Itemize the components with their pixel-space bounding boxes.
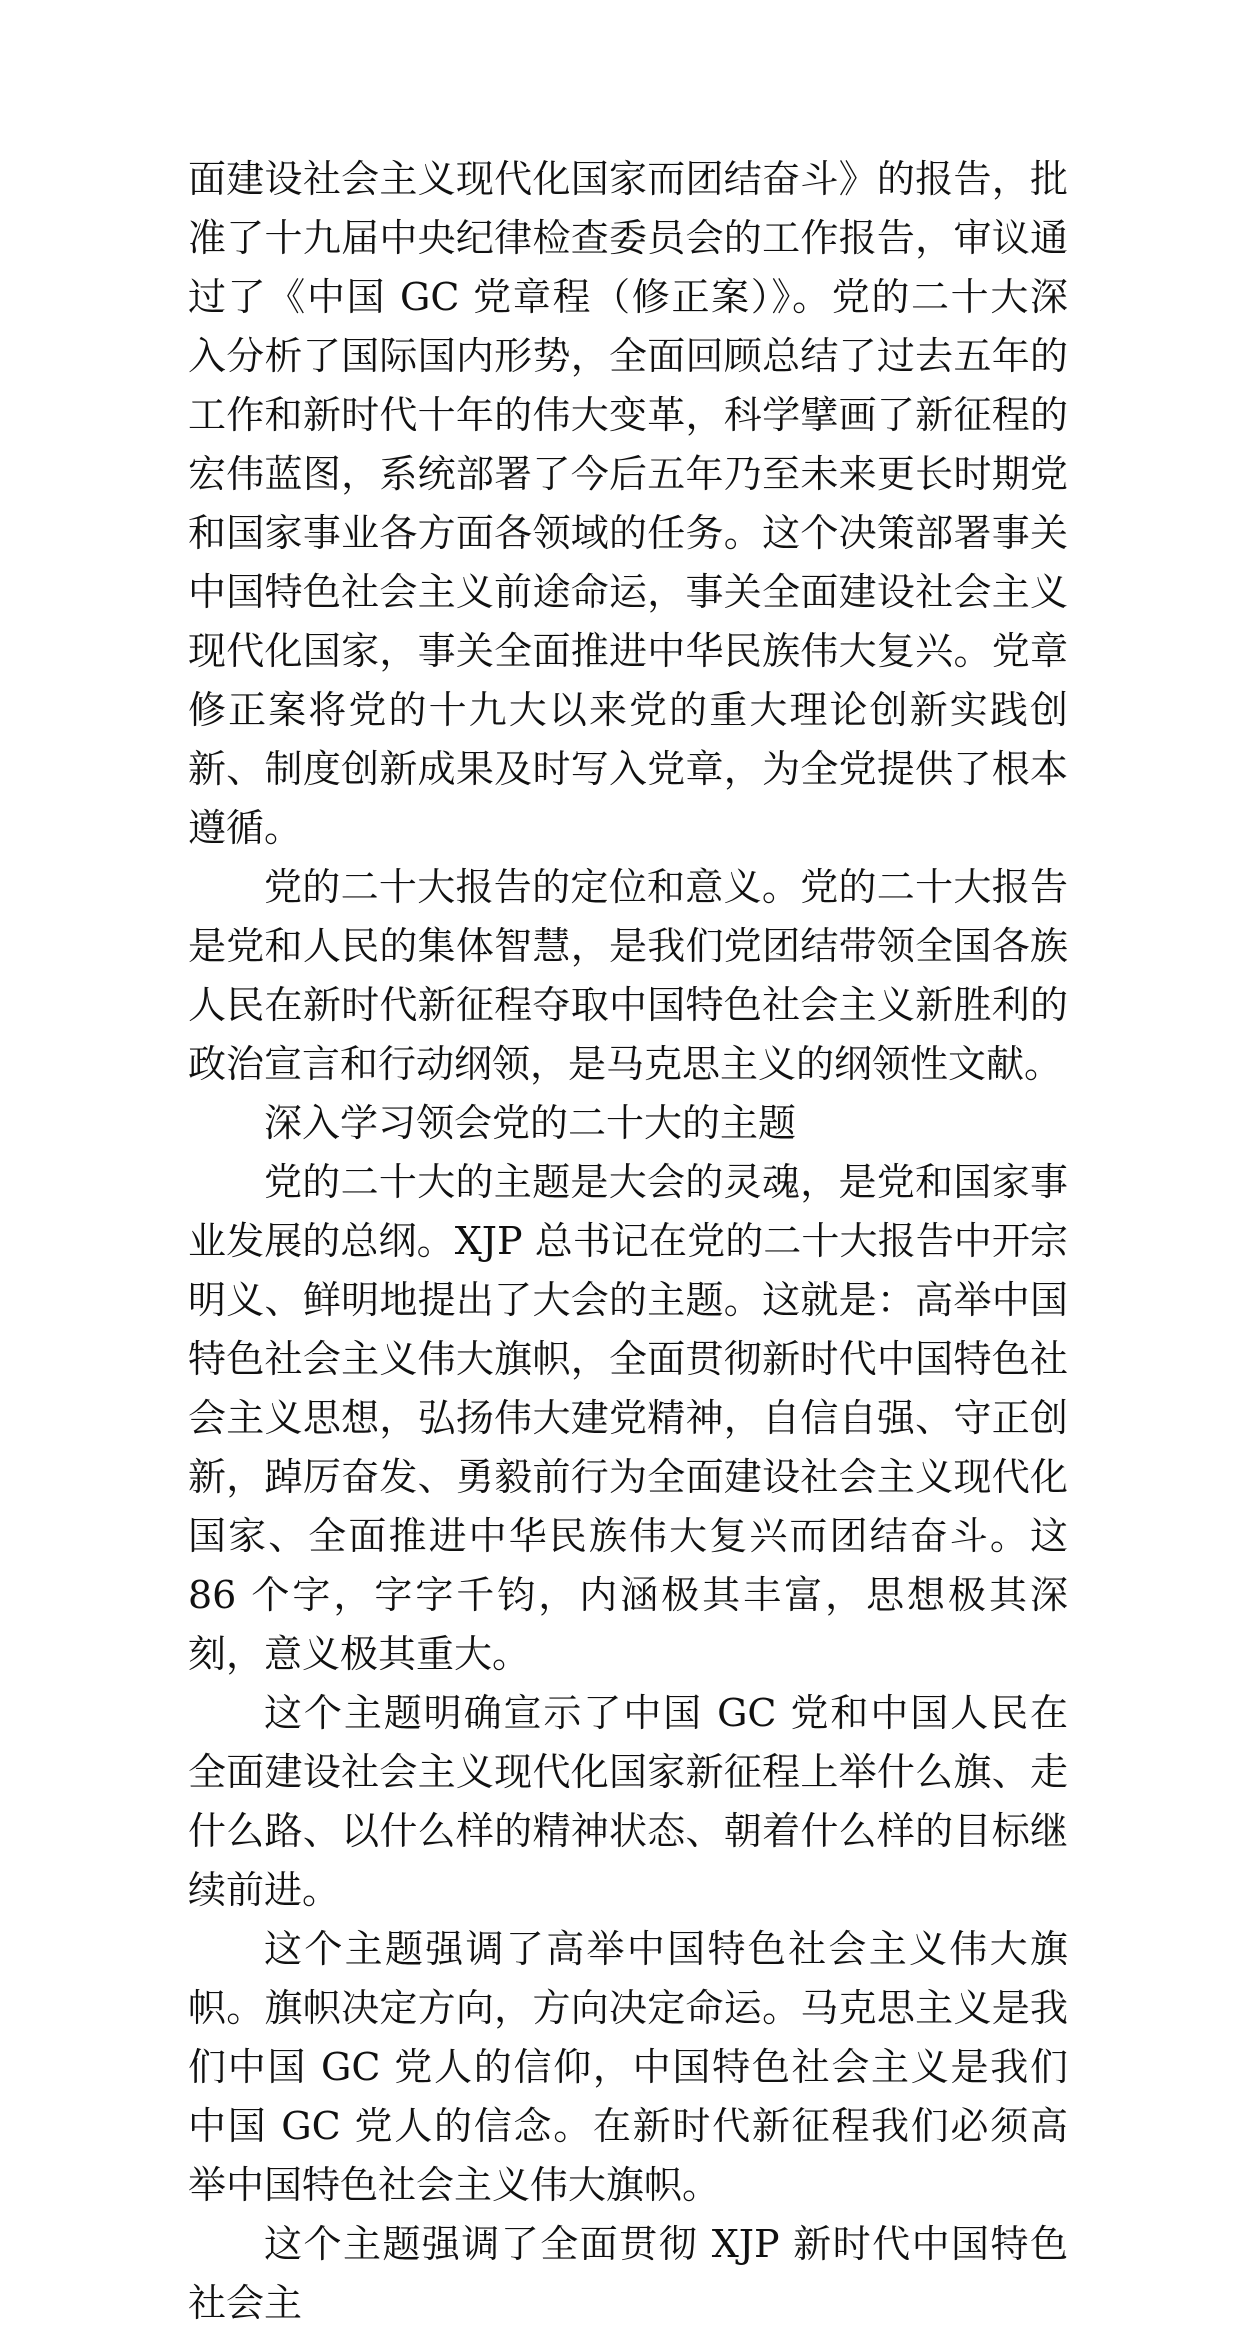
paragraph-report-significance: 党的二十大报告的定位和意义。党的二十大报告是党和人民的集体智慧，是我们党团结带领全国各族人民在新时代新征程夺取中国特色社会主义新胜利的政治宣言和行动纲领，是马克思主义的纲领性文献。 [188,865,1068,1086]
document-body [188,150,1068,2333]
paragraph-continuation: 面建设社会主义现代化国家而团结奋斗》的报告，批准了十九届中央纪律检查委员会的工作报告，审议通过了《中国 GC 党章程（修正案）》。党的二十大深入分析了国际国内形势，全面回顾总结了过去五年的工作和新时代十年的伟大变革，科学擘画了新征程的宏伟蓝图，系统部署了今后五年乃至未来更长时期党和国家事业各方面各领域的任务。这个决策部署事关中国特色社会主义前途命运，事关全面建设社会主义现代化国家，事关全面推进中华民族伟大复兴。党章修正案将党的十九大以来党的重大理论创新实践创新、制度创新成果及时写入党章，为全党提供了根本遵循。 [188,157,1068,850]
paragraph-theme-thought: 这个主题强调了全面贯彻 XJP 新时代中国特色社会主 [188,2222,1068,2325]
paragraph-theme-declaration: 这个主题明确宣示了中国 GC 党和中国人民在全面建设社会主义现代化国家新征程上举什么旗、走什么路、以什么样的精神状态、朝着什么样的目标继续前进。 [188,1691,1068,1912]
paragraph-congress-theme: 党的二十大的主题是大会的灵魂，是党和国家事业发展的总纲。XJP 总书记在党的二十大报告中开宗明义、鲜明地提出了大会的主题。这就是：高举中国特色社会主义伟大旗帜，全面贯彻新时代中国特色社会主义思想，弘扬伟大建党精神，自信自强、守正创新，踔厉奋发、勇毅前行为全面建设社会主义现代化国家、全面推进中华民族伟大复兴而团结奋斗。这 86 个字，字字千钧，内涵极其丰富，思想极其深刻，意义极其重大。 [188,1160,1068,1676]
paragraph-theme-banner: 这个主题强调了高举中国特色社会主义伟大旗帜。旗帜决定方向，方向决定命运。马克思主义是我们中国 GC 党人的信仰，中国特色社会主义是我们中国 GC 党人的信念。在新时代新征程我们必须高举中国特色社会主义伟大旗帜。 [188,1927,1068,2207]
section-heading: 深入学习领会党的二十大的主题 [264,1101,797,1145]
